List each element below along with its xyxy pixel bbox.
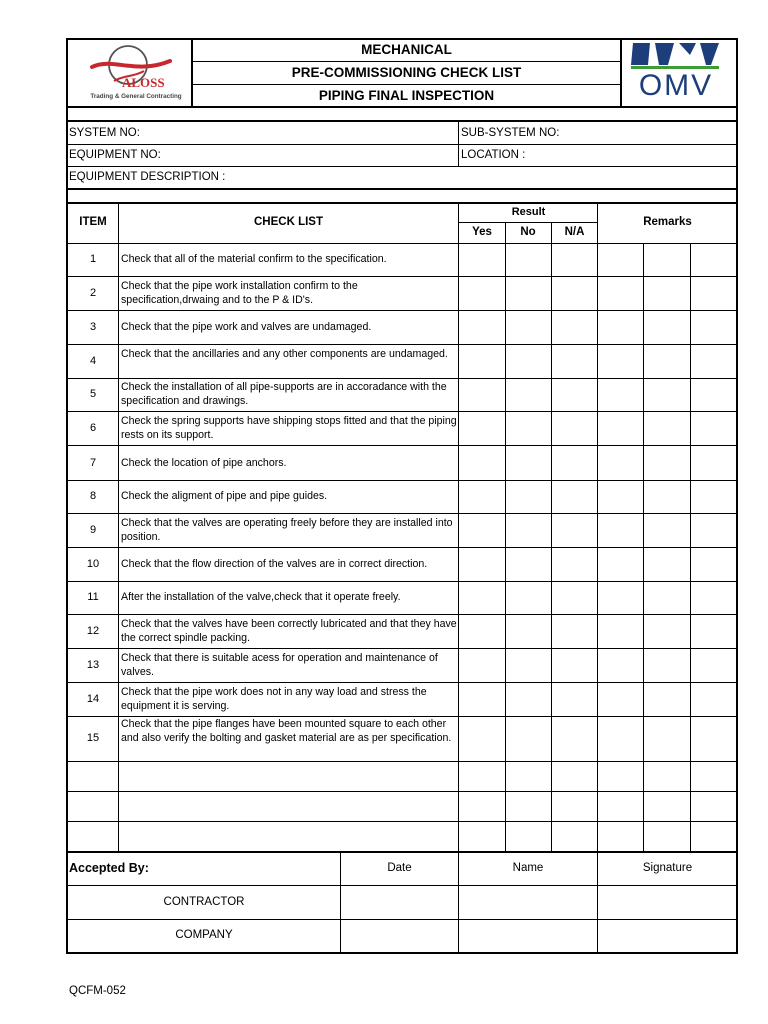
item-number: 3	[89, 321, 97, 333]
omv-logo	[628, 41, 722, 105]
row-rule	[67, 378, 737, 379]
item-number: 4	[89, 355, 97, 367]
item-number: 15	[86, 732, 100, 744]
checklist-item-text: Check that all of the material confirm to the specification.	[121, 253, 387, 265]
acceptance-rule-1	[67, 885, 737, 886]
row-rule	[67, 791, 737, 792]
fields-bottom-rule	[67, 188, 737, 190]
checklist-item-text: Check the installation of all pipe-supports are in accoradance with the specification and drawings.	[121, 381, 447, 407]
item-number: 2	[89, 287, 97, 299]
col-line-item	[118, 203, 119, 852]
checklist-item-text: Check the spring supports have shipping stops fitted and that the piping rests on its support.	[121, 415, 457, 441]
checklist-column-header: CHECK LIST	[254, 216, 323, 228]
item-number: 13	[86, 659, 100, 671]
sub-system-no-field[interactable]: SUB-SYSTEM NO:	[461, 127, 560, 139]
row-rule	[67, 682, 737, 683]
row-rule	[67, 648, 737, 649]
aloss-logo	[78, 41, 190, 105]
row-rule	[67, 344, 737, 345]
yes-column-header: Yes	[472, 226, 492, 238]
acceptance-rule-2	[67, 919, 737, 920]
col-line-na	[597, 203, 598, 852]
header-bottom-rule	[67, 106, 737, 108]
company-label: COMPANY	[175, 929, 233, 941]
row-rule	[67, 614, 737, 615]
omv-logo-text: OMV	[638, 69, 714, 102]
checklist-item-text: Check that the valves are operating freely before they are installed into position.	[121, 517, 453, 543]
checklist-item-text: Check that there is suitable acess for operation and maintenance of valves.	[121, 652, 438, 678]
item-number: 7	[89, 457, 97, 469]
checklist-item-text: Check that the pipe work does not in any way load and stress the equipment it is serving.	[121, 686, 427, 712]
item-number: 6	[89, 422, 97, 434]
item-number: 10	[86, 558, 100, 570]
title-piping-final-inspection: PIPING FINAL INSPECTION	[318, 88, 495, 103]
row-rule	[67, 276, 737, 277]
location-field[interactable]: LOCATION :	[461, 149, 526, 161]
fields-top-rule	[67, 120, 737, 122]
checklist-item-text: Check that the pipe work installation confirm to the specification,drwaing and to the P & ID's.	[121, 280, 358, 306]
item-number: 5	[89, 388, 97, 400]
table-bottom-rule	[67, 851, 737, 853]
checklist-item-text: Check the location of pipe anchors.	[121, 457, 287, 469]
item-number: 8	[89, 490, 97, 502]
name-column-header: Name	[512, 862, 544, 874]
item-column-header: ITEM	[79, 216, 107, 228]
row-rule	[67, 547, 737, 548]
na-column-header: N/A	[564, 226, 585, 238]
row-rule	[67, 480, 737, 481]
fields-divider	[458, 121, 459, 167]
row-rule	[67, 821, 737, 822]
title-rule-2	[192, 84, 621, 85]
aloss-logo-tagline: Trading & General Contracting	[90, 93, 182, 100]
item-number: 11	[87, 591, 99, 603]
header-divider-right	[620, 39, 622, 107]
title-rule-1	[192, 61, 621, 62]
col-line-no	[551, 223, 552, 852]
fields-rule-1	[67, 144, 737, 145]
item-number: 12	[86, 625, 100, 637]
row-rule	[67, 310, 737, 311]
item-number: 9	[89, 524, 97, 536]
checklist-item-text: Check that the pipe flanges have been mounted square to each other and also verify the bolting and gasket material are as per specification.	[121, 718, 452, 744]
row-rule	[67, 445, 737, 446]
row-rule	[67, 581, 737, 582]
checklist-item-text: Check that the valves have been correctly lubricated and that they have the correct spindle packing.	[121, 618, 457, 644]
row-rule	[67, 761, 737, 762]
equipment-description-field[interactable]: EQUIPMENT DESCRIPTION :	[69, 171, 226, 183]
title-mechanical: MECHANICAL	[361, 42, 452, 57]
remarks-column-header: Remarks	[643, 216, 692, 228]
checklist-item-text: Check that the pipe work and valves are undamaged.	[121, 321, 372, 333]
row-rule	[67, 411, 737, 412]
result-column-header: Result	[511, 206, 546, 218]
fields-rule-2	[67, 166, 737, 167]
system-no-field[interactable]: SYSTEM NO:	[69, 127, 140, 139]
table-top-rule	[67, 202, 737, 204]
checklist-item-text: After the installation of the valve,check that it operate freely.	[121, 591, 401, 603]
row-rule	[67, 513, 737, 514]
col-line-yes	[505, 223, 506, 852]
signature-column-header: Signature	[642, 862, 693, 874]
result-subheader-rule	[459, 222, 598, 223]
checklist-item-text: Check that the flow direction of the valves are in correct direction.	[121, 558, 428, 570]
checklist-item-text: Check the aligment of pipe and pipe guides.	[121, 490, 328, 502]
date-column-header: Date	[387, 862, 412, 874]
title-precommissioning: PRE-COMMISSIONING CHECK LIST	[291, 65, 522, 80]
item-number: 1	[89, 253, 97, 265]
checklist-item-text: Check that the ancillaries and any other components are undamaged.	[121, 348, 448, 360]
aloss-logo-text: ALOSS	[122, 75, 165, 90]
contractor-label: CONTRACTOR	[163, 896, 245, 908]
col-line-checklist	[458, 203, 459, 852]
accepted-by-label: Accepted By:	[69, 861, 149, 875]
item-number: 14	[86, 693, 100, 705]
no-column-header: No	[520, 226, 536, 238]
form-code: QCFM-052	[69, 985, 126, 997]
equipment-no-field[interactable]: EQUIPMENT NO:	[69, 149, 161, 161]
table-header-bottom-rule	[67, 243, 737, 244]
